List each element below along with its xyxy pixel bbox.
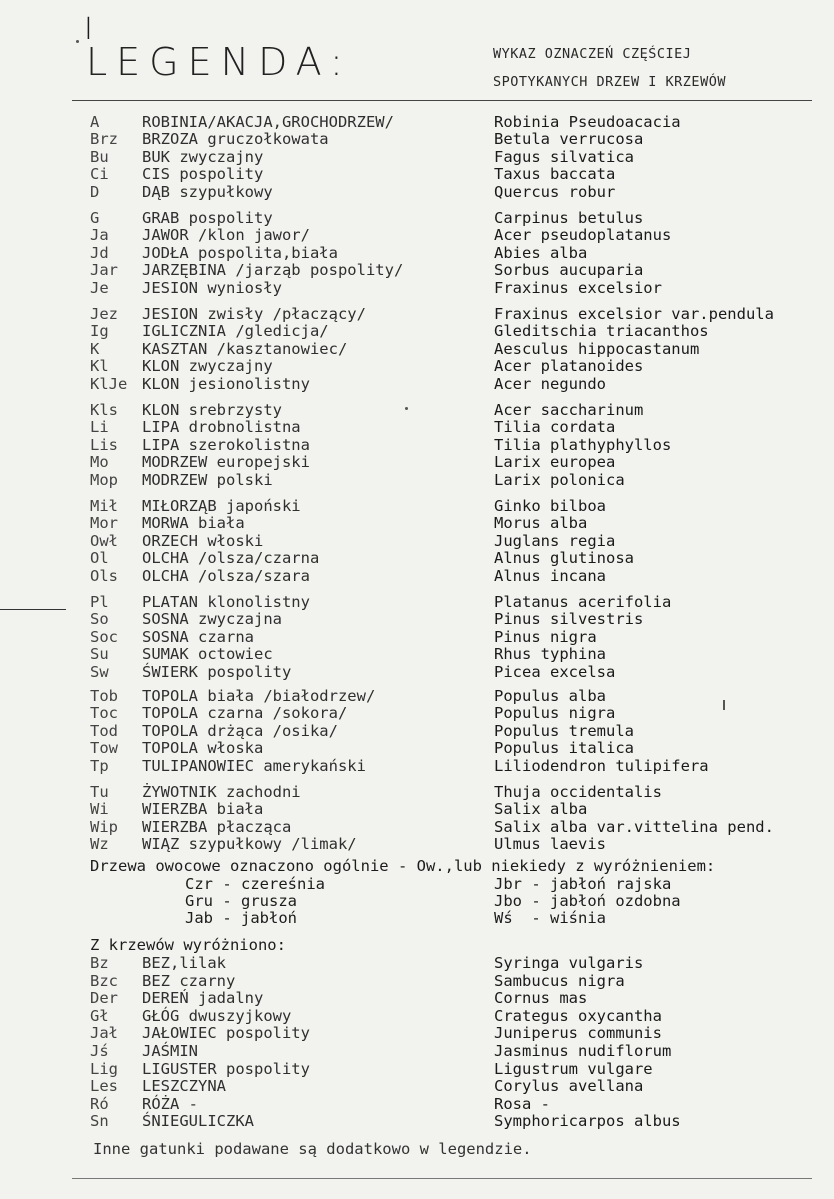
shrub-name: RÓŻA -	[142, 1094, 198, 1113]
tree-name: TOPOLA czarna /sokora/	[142, 704, 348, 723]
tree-latin: Juglans regia	[494, 531, 616, 550]
tree-name: SOSNA zwyczajna	[142, 610, 282, 629]
tree-name: KLON srebrzysty	[142, 401, 282, 419]
tree-latin: Gleditschia triacanthos	[494, 322, 709, 341]
tree-latin: Taxus baccata	[494, 165, 616, 184]
shrub-latin: Ligustrum vulgare	[494, 1059, 653, 1078]
tree-name: CIS pospolity	[142, 165, 264, 184]
tree-name: JODŁA pospolita,biała	[142, 243, 338, 262]
shrub-latin: Juniperus communis	[494, 1024, 662, 1043]
tree-name: JESION zwisły /płaczący/	[142, 305, 366, 323]
shrub-name: LESZCZYNA	[142, 1077, 226, 1096]
margin-mark	[0, 609, 66, 610]
header-rule	[72, 100, 812, 101]
tree-name: ŻYWOTNIK zachodni	[142, 783, 301, 801]
tree-name: MIŁORZĄB japoński	[142, 497, 301, 515]
fruit-right-2: Jbo - jabłoń ozdobna	[494, 892, 681, 910]
tree-name: BRZOZA gruczołkowata	[142, 130, 329, 149]
tree-code: Tu	[90, 783, 109, 801]
shrub-latin: Cornus mas	[494, 989, 588, 1008]
tree-latin: Alnus incana	[494, 566, 606, 585]
tree-code: Mił	[90, 497, 118, 515]
tree-name: LIPA szerokolistna	[142, 435, 310, 454]
tree-code: Jd	[90, 243, 109, 262]
shrub-name: DEREŃ jadalny	[142, 989, 264, 1008]
tree-latin: Populus tremula	[494, 721, 634, 740]
tree-code: Owł	[90, 531, 118, 550]
tree-latin: Populus alba	[494, 687, 606, 705]
tree-latin: Aesculus hippocastanum	[494, 339, 700, 358]
shrub-name: LIGUSTER pospolity	[142, 1059, 310, 1078]
tree-name: WIERZBA biała	[142, 800, 264, 819]
tree-name: SUMAK octowiec	[142, 645, 273, 664]
shrub-name: ŚNIEGULICZKA	[142, 1112, 254, 1131]
tree-name: OLCHA /olsza/czarna	[142, 549, 320, 568]
tree-code: K	[90, 339, 100, 358]
tree-name: GRAB pospolity	[142, 209, 273, 227]
tree-latin: Acer negundo	[494, 374, 606, 393]
shrub-latin: Syringa vulgaris	[494, 954, 644, 972]
tree-code: Toc	[90, 704, 118, 723]
tree-name: TOPOLA biała /białodrzew/	[142, 687, 376, 705]
tree-latin: Populus italica	[494, 739, 634, 758]
shrub-name: JAŚMIN	[142, 1042, 198, 1060]
tree-latin: Fraxinus excelsior	[494, 278, 662, 297]
tree-latin: Platanus acerifolia	[494, 593, 672, 611]
tree-code: Mo	[90, 453, 109, 472]
tree-code: Mor	[90, 514, 118, 533]
tree-code: Tp	[90, 756, 109, 775]
tree-name: WIERZBA płacząca	[142, 817, 292, 836]
tree-latin: Acer saccharinum	[494, 401, 644, 419]
tree-code: Soc	[90, 627, 118, 646]
tree-latin: Picea excelsa	[494, 662, 616, 681]
tree-name: ORZECH włoski	[142, 531, 264, 550]
tree-code: D	[90, 182, 100, 201]
tree-name: JARZĘBINA /jarząb pospolity/	[142, 261, 404, 280]
fruit-left-2: Gru - grusza	[185, 892, 297, 910]
tree-code: Su	[90, 645, 109, 664]
shrub-code: Der	[90, 989, 118, 1008]
ink-dot	[405, 407, 408, 410]
subtitle-line-2: SPOTYKANYCH DRZEW I KRZEWÓW	[493, 74, 726, 90]
fruit-right-3: Wś - wiśnia	[494, 909, 606, 927]
tree-name: OLCHA /olsza/szara	[142, 566, 310, 585]
tree-name: LIPA drobnolistna	[142, 418, 301, 437]
tree-code: Tob	[90, 687, 118, 705]
tree-latin: Fraxinus excelsior var.pendula	[494, 305, 774, 323]
tree-code: Ols	[90, 566, 118, 585]
shrub-name: BEZ,lilak	[142, 954, 226, 972]
tree-code: So	[90, 610, 109, 629]
tree-latin: Larix polonica	[494, 470, 625, 489]
shrub-name: BEZ czarny	[142, 971, 236, 990]
tree-code: KlJe	[90, 374, 128, 393]
tree-code: Ci	[90, 165, 109, 184]
tree-latin: Tilia plathyphyllos	[494, 435, 672, 454]
tree-code: Ig	[90, 322, 109, 341]
tree-name: BUK zwyczajny	[142, 147, 264, 166]
tree-name: MODRZEW europejski	[142, 453, 310, 472]
tree-latin: Carpinus betulus	[494, 209, 644, 227]
tree-code: Jez	[90, 305, 118, 323]
tree-latin: Abies alba	[494, 243, 588, 262]
tree-code: Sw	[90, 662, 109, 681]
tree-name: MORWA biała	[142, 514, 245, 533]
tree-code: Wi	[90, 800, 109, 819]
tree-code: Mop	[90, 470, 118, 489]
tree-latin: Sorbus aucuparia	[494, 261, 644, 280]
tree-code: G	[90, 209, 100, 227]
tree-name: KASZTAN /kasztanowiec/	[142, 339, 348, 358]
tree-latin: Alnus glutinosa	[494, 549, 634, 568]
tree-latin: Tilia cordata	[494, 418, 616, 437]
tree-code: Li	[90, 418, 109, 437]
fruit-right-1: Jbr - jabłoń rajska	[494, 875, 672, 893]
subtitle-line-1: WYKAZ OZNACZEŃ CZĘŚCIEJ	[493, 46, 692, 62]
tree-code: Pl	[90, 593, 109, 611]
shrub-code: Ró	[90, 1094, 109, 1113]
tree-latin: Populus nigra	[494, 704, 616, 723]
tree-name: ROBINIA/AKACJA,GROCHODRZEW/	[142, 113, 394, 131]
shrub-name: GŁÓG dwuszyjkowy	[142, 1006, 292, 1025]
tree-latin: Betula verrucosa	[494, 130, 644, 149]
shrub-latin: Rosa -	[494, 1094, 550, 1113]
tree-latin: Pinus nigra	[494, 627, 597, 646]
shrub-name: JAŁOWIEC pospolity	[142, 1024, 310, 1043]
tree-latin: Thuja occidentalis	[494, 783, 662, 801]
tree-code: Tod	[90, 721, 118, 740]
tree-name: JESION wyniosły	[142, 278, 282, 297]
fruit-intro: Drzewa owocowe oznaczono ogólnie - Ow.,lub niekiedy z wyróżnieniem:	[90, 857, 716, 875]
tree-code: Brz	[90, 130, 118, 149]
tree-latin: Ulmus laevis	[494, 835, 606, 854]
tree-latin: Larix europea	[494, 453, 616, 472]
tree-latin: Liliodendron tulipifera	[494, 756, 709, 775]
tree-code: Wip	[90, 817, 118, 836]
section-number: I	[84, 12, 93, 47]
tree-code: Bu	[90, 147, 109, 166]
tree-name: IGLICZNIA /gledicja/	[142, 322, 329, 341]
shrubs-heading: Z krzewów wyróżniono:	[90, 936, 286, 954]
shrub-latin: Symphoricarpos albus	[494, 1112, 681, 1131]
tree-name: DĄB szypułkowy	[142, 182, 273, 201]
tree-name: KLON jesionolistny	[142, 374, 310, 393]
tree-name: TOPOLA drżąca /osika/	[142, 721, 338, 740]
fruit-left-1: Czr - czereśnia	[185, 875, 325, 893]
shrub-latin: Sambucus nigra	[494, 971, 625, 990]
shrub-code: Bzc	[90, 971, 118, 990]
shrub-latin: Crategus oxycantha	[494, 1006, 662, 1025]
tree-code: Kls	[90, 401, 118, 419]
shrub-latin: Corylus avellana	[494, 1077, 644, 1096]
shrub-code: Jał	[90, 1024, 118, 1043]
tree-name: ŚWIERK pospolity	[142, 662, 292, 681]
tree-code: Wz	[90, 835, 109, 854]
tree-latin: Rhus typhina	[494, 645, 606, 664]
ink-dot	[76, 40, 79, 43]
tree-name: SOSNA czarna	[142, 627, 254, 646]
tree-latin: Salix alba var.vittelina pend.	[494, 817, 774, 836]
shrub-code: Les	[90, 1077, 118, 1096]
shrub-code: Bz	[90, 954, 109, 972]
tree-latin: Salix alba	[494, 800, 588, 819]
tree-latin: Acer platanoides	[494, 357, 644, 376]
footer-note: Inne gatunki podawane są dodatkowo w legendzie.	[93, 1140, 532, 1158]
tree-latin: Acer pseudoplatanus	[494, 226, 672, 245]
tree-code: Kl	[90, 357, 109, 376]
tree-name: KLON zwyczajny	[142, 357, 273, 376]
tree-code: Je	[90, 278, 109, 297]
tree-latin: Quercus robur	[494, 182, 616, 201]
tree-name: TOPOLA włoska	[142, 739, 264, 758]
tree-latin: Pinus silvestris	[494, 610, 644, 629]
tree-latin: Ginko bilboa	[494, 497, 606, 515]
footer-rule	[72, 1178, 812, 1179]
tree-code: A	[90, 113, 100, 131]
page-title: LEGENDA:	[86, 40, 352, 84]
shrub-code: Lig	[90, 1059, 118, 1078]
shrub-latin: Jasminus nudiflorum	[494, 1042, 672, 1060]
tree-name: TULIPANOWIEC amerykański	[142, 756, 366, 775]
tree-code: Tow	[90, 739, 118, 758]
tree-name: JAWOR /klon jawor/	[142, 226, 310, 245]
shrub-code: Jś	[90, 1042, 109, 1060]
tree-latin: Robinia Pseudoacacia	[494, 113, 681, 131]
tree-code: Ol	[90, 549, 109, 568]
tree-code: Jar	[90, 261, 118, 280]
tree-name: WIĄZ szypułkowy /limak/	[142, 835, 357, 854]
tree-name: MODRZEW polski	[142, 470, 273, 489]
tree-code: Lis	[90, 435, 118, 454]
shrub-code: Sn	[90, 1112, 109, 1131]
shrub-code: Gł	[90, 1006, 109, 1025]
tree-name: PLATAN klonolistny	[142, 593, 310, 611]
fruit-left-3: Jab - jabłoń	[185, 909, 297, 927]
tree-code: Ja	[90, 226, 109, 245]
tree-latin: Morus alba	[494, 514, 588, 533]
tree-latin: Fagus silvatica	[494, 147, 634, 166]
ink-mark	[723, 700, 725, 710]
